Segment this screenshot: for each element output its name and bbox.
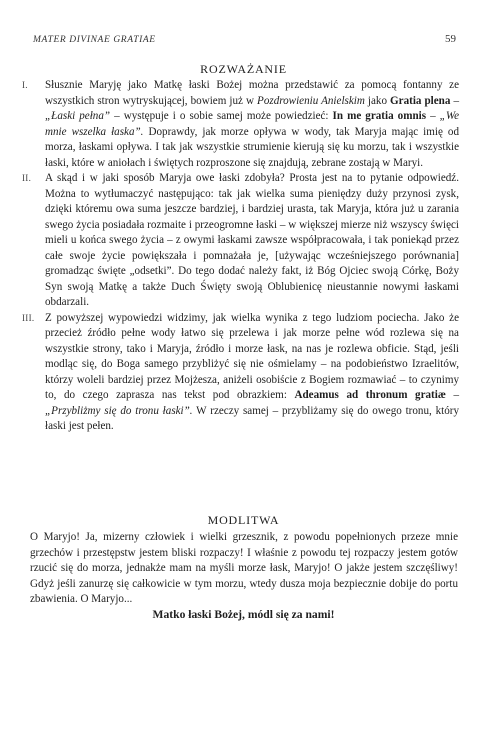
prayer-text: O Maryjo! Ja, mizerny człowiek i wielki grzesznik, z powodu popełnionych przeze mnie grzechów i przestępstw jestem bliski rozpaczy! I właśnie z powodu tej rozpaczy jestem gotów rzucić się do morza, jednakże mam na myśli morze łask, Maryjo! O jakże jestem szczęśliwy! Gdyż jeśli zanurzę się całkowicie w tym morzu, wtedy dusza moja bezpiecznie dobije do portu zbawienia. O Maryjo... [30, 531, 458, 605]
text-run: – [445, 389, 459, 401]
page-number: 59 [445, 33, 456, 45]
text-run: Z powyższej wypowiedzi widzimy, jak wielka wynika z tego ludziom pociecha. Jako że przecież źródło pełne wody łatwo się przelewa i jak morze pełne wód rozlewa się na wszystkie strony, tako i Maryja, źródło i morze łask, na nas je rozlewa obficie. Stąd, jeśli modląc się, do Boga samego przybliżyć się nie ośmielamy – na podobieństwo Izraelitów, którzy woleli bardziej przez Mojżesza, aniżeli osobiście z Bogiem rozmawiać – to czynimy to, do czego zaprasza nas tekst pod obrazkiem: [45, 311, 459, 401]
section-numeral: II. [22, 173, 32, 183]
latin-phrase: Gratia plena [390, 94, 451, 107]
text-run: jako [364, 94, 391, 107]
reflection-heading: ROZWAŻANIE [200, 62, 287, 76]
reflection-sections [22, 78, 459, 435]
text-run: Słusznie Maryję jako Matkę łaski Bożej można przedstawić za pomocą fontanny ze wszystkich stron wytryskującej, bowiem już w [45, 79, 459, 107]
quoted-translation: „Łaski pełna” [45, 110, 111, 122]
text-run: – występuje i o sobie samej może powiedzieć: [110, 110, 333, 122]
section-text [45, 312, 459, 433]
quoted-translation: Pozdrowieniu Anielskim [257, 94, 365, 107]
text-run: W rzeczy samej – przybliżamy się do owego tronu, który łaski jest pełen. [45, 404, 459, 432]
reflection-section-2 [22, 171, 459, 311]
reflection-section-3 [22, 311, 459, 435]
quoted-translation: „We mnie wszelka łaska”. [45, 110, 459, 138]
quoted-translation: „Przybliżmy się do tronu łaski”. [45, 404, 193, 417]
running-head: MATER DIVINAE GRATIAE [33, 35, 156, 45]
section-numeral: I. [22, 80, 28, 90]
latin-phrase: Adeamus ad thronum gratiæ [294, 389, 446, 401]
section-numeral: III. [22, 312, 35, 323]
reflection-section-1 [22, 78, 459, 171]
text-run: – [450, 94, 459, 107]
prayer-heading: MODLITWA [207, 513, 280, 527]
section-text [45, 79, 459, 169]
section-text [45, 172, 459, 308]
text-run: – [426, 110, 440, 122]
latin-phrase: In me gratia omnis [332, 110, 427, 122]
text-run: Doprawdy, jak morze opływa w wody, tak Maryja mając imię od morza, łaskami opływa. I tak jak wszystkie strumienie kierują się ku morzu, tak i wszystkie łaski, które w aniołach i świętych rozproszone się znajdują, zebrane zostają w Maryi. [45, 125, 460, 169]
text-run: A skąd i w jaki sposób Maryja owe łaski zdobyła? Prosta jest na to pytanie odpowiedź. Można to wytłumaczyć następująco: tak jak wielka suma pieniędzy duży przynosi zysk, dzięki któremu owa suma jeszcze bardziej, i bardziej urasta, tak Maryja, która już u zarania swego życia posiadała rozmaite i przeogromne łaski – w większej mierze niż wszyscy święci mieli u końca swego życia – z owymi łaskami zawsze współpracowała, i tak poniekąd przez całe swoje życie powiększała i pomnażała je, [używając wcześniejszego porównania] gromadząc święte „odsetki”. Do tego dodać należy fakt, iż Bóg Ojciec swoją Córkę, Boży Syn swoją Matkę a także Duch Święty swoją Oblubienicę nieustannie nowymi łaskami obdarzali. [45, 172, 459, 308]
closing-invocation: Matko łaski Bożej, módl się za nami! [152, 608, 335, 621]
